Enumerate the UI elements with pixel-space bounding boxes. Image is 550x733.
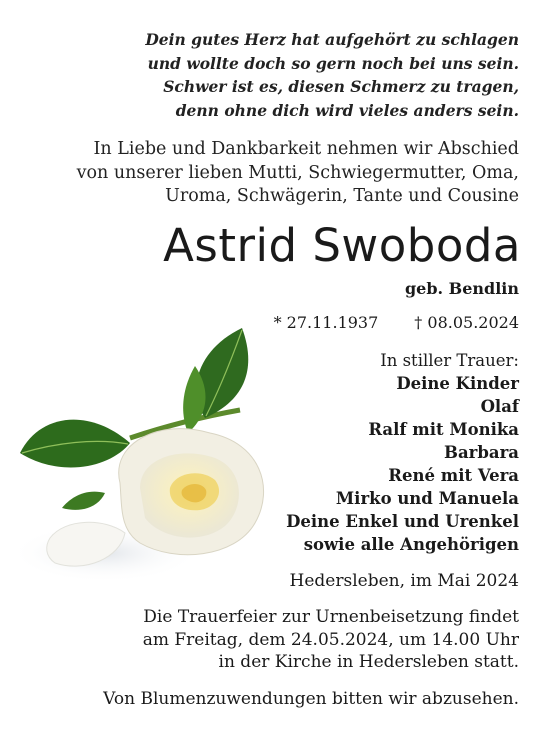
mourner-name: sowie alle Angehörigen xyxy=(303,535,519,554)
birth-date: * 27.11.1937 xyxy=(273,313,379,332)
mourner-name: René mit Vera xyxy=(388,466,519,485)
place-and-date: Hedersleben, im Mai 2024 xyxy=(289,571,519,591)
mourner-name: Deine Enkel und Urenkel xyxy=(286,512,519,531)
ceremony-line: in der Kirche in Hedersleben statt. xyxy=(218,652,519,672)
farewell-intro xyxy=(49,138,519,209)
flowers-note: Von Blumenzuwendungen bitten wir abzusehen. xyxy=(103,689,519,709)
life-dates xyxy=(274,312,519,334)
mourner-name: Ralf mit Monika xyxy=(368,420,519,439)
ceremony-line: am Freitag, dem 24.05.2024, um 14.00 Uhr xyxy=(142,629,519,650)
mourner-name: Barbara xyxy=(444,443,519,462)
intro-line: In Liebe und Dankbarkeit nehmen wir Abschied xyxy=(93,139,519,159)
poem-line: denn ohne dich wird vieles anders sein. xyxy=(175,100,519,120)
funeral-details xyxy=(39,606,519,674)
mourners-list xyxy=(219,349,519,556)
poem-line: Schwer ist es, diesen Schmerz zu tragen, xyxy=(163,77,519,96)
poem-line: Dein gutes Herz hat aufgehört zu schlagen xyxy=(145,30,519,49)
ceremony-line: Die Trauerfeier zur Urnenbeisetzung findet xyxy=(143,607,519,627)
poem-line: und wollte doch so gern noch bei uns sein. xyxy=(147,53,519,73)
intro-line: Uroma, Schwägerin, Tante und Cousine xyxy=(165,186,519,206)
mourner-name: Mirko und Manuela xyxy=(335,489,519,508)
mourner-name: Olaf xyxy=(480,397,519,416)
mourners-heading: In stiller Trauer: xyxy=(380,351,519,370)
memorial-poem xyxy=(99,28,519,122)
mourner-name: Deine Kinder xyxy=(396,374,519,393)
birth-name: geb. Bendlin xyxy=(404,279,519,298)
intro-line: von unserer lieben Mutti, Schwiegermutter, Oma, xyxy=(76,162,519,183)
death-date: † 08.05.2024 xyxy=(414,313,519,332)
deceased-name: Astrid Swoboda xyxy=(163,219,521,272)
